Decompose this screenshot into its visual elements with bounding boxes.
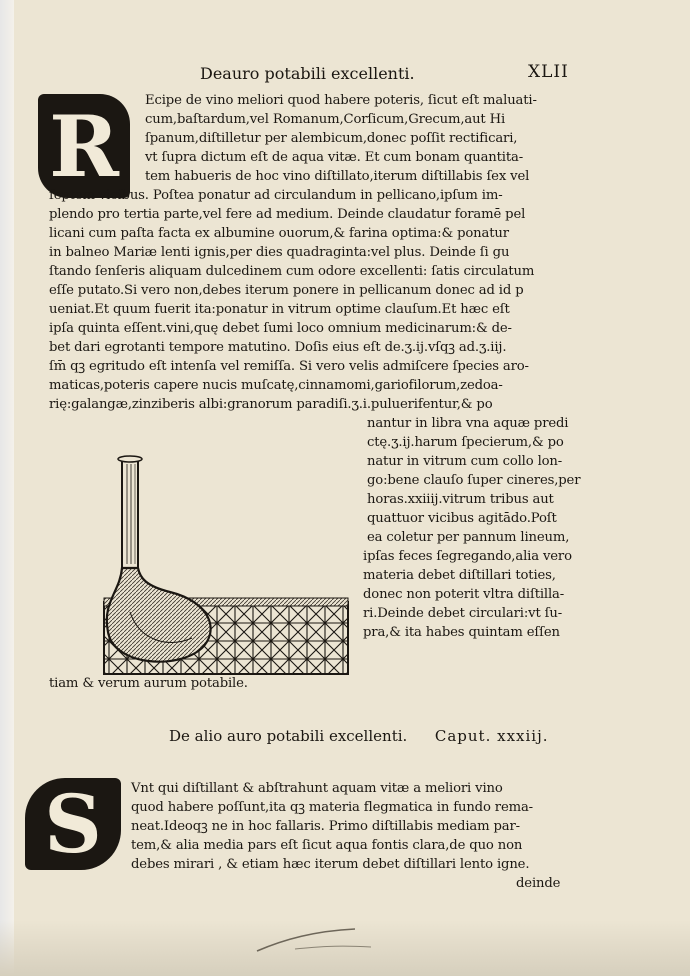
text-line: horas.xxiiij.vitrum tribus aut: [367, 492, 554, 507]
text-line: natur in vitrum cum collo lon-: [367, 454, 563, 469]
text-line: go:bene clauſo ſuper cineres,per: [367, 473, 581, 488]
text-line: ſpanum,diſtilletur per alembicum,donec poſſit rectificari,: [145, 131, 518, 146]
text-line: ſm̄ qꝫ egritudo eſt intenſa vel remiſſa. Si vero velis admiſcere ſpecies aro-: [49, 359, 529, 374]
text-line: neat.Ideoqꝫ ne in hoc fallaris. Primo diſtillabis mediam par-: [131, 819, 520, 834]
text-line: ueniat.Et quum fuerit ita:ponatur in vitrum optime clauſum.Et hæc eſt: [49, 302, 510, 317]
folio-number: XLII: [528, 62, 569, 82]
text-line: vt ſupra dictum eſt de aqua vitæ. Et cum bonam quantita-: [145, 150, 524, 165]
text-line: tem habueris de hoc vino diſtillato,iterum diſtillabis ſex vel: [145, 169, 530, 184]
text-line: bet dari egrotanti tempore matutino. Doſis eius eſt de.ʒ.ij.vſqꝫ ad.ʒ.iij.: [49, 340, 507, 355]
text-line: pra,& ita habes quintam eſſen: [363, 625, 560, 640]
text-line: cum,baſtardum,vel Romanum,Corſicum,Grecum,aut Hi: [145, 112, 506, 127]
pen-stroke-mark: [255, 925, 375, 955]
text-line: quod habere poſſunt,ita qꝫ materia flegmatica in fundo rema-: [131, 800, 533, 815]
text-line: eſſe putato.Si vero non,debes iterum ponere in pellicanum donec ad id p: [49, 283, 524, 298]
text-line: ri.Deinde debet circulari:vt ſu-: [363, 606, 563, 621]
text-line: ſtando ſenſeris aliquam dulcedinem cum odore excellenti: ſatis circulatum: [49, 264, 535, 279]
chapter-heading: [169, 727, 549, 745]
catchword: deinde: [516, 876, 561, 891]
text-line: rię:galangæ,zinziberis albi:granorum paradiſi.ʒ.i.puluerifentur,& po: [49, 397, 493, 412]
text-line: debes mirari , & etiam hæc iterum debet diſtillari lento igne.: [131, 857, 530, 872]
page-edge: [0, 0, 14, 976]
chapter-title: De alio auro potabili excellenti.: [169, 727, 408, 745]
initial-letter: R: [49, 96, 119, 196]
text-line: plendo pro tertia parte,vel fere ad medium. Deinde claudatur foramē pel: [49, 207, 526, 222]
text-line: ipſa quinta eſſent.vini,quę debet ſumi loco omnium medicinarum:& de-: [49, 321, 512, 336]
text-line: nantur in libra vna aquæ predi: [367, 416, 569, 431]
initial-letter: S: [44, 777, 102, 871]
closing-line: tiam & verum aurum potabile.: [49, 676, 248, 691]
text-line: materia debet diſtillari toties,: [363, 568, 556, 583]
text-line: ctę.ʒ.ij.harum ſpecierum,& po: [367, 435, 564, 450]
text-line: donec non poterit vltra diſtilla-: [363, 587, 565, 602]
decorated-initial-s: [25, 778, 121, 870]
chapter-number: Caput. xxxiij.: [434, 727, 549, 745]
text-line: maticas,poteris capere nucis muſcatę,cinnamomi,gariofilorum,zedoa-: [49, 378, 503, 393]
text-line: Vnt qui diſtillant & abſtrahunt aquam vitæ a meliori vino: [131, 781, 503, 796]
decorated-initial-r: [38, 94, 130, 198]
running-title: Deauro potabili excellenti.: [200, 64, 415, 83]
text-line: quattuor vicibus agitādo.Poſt: [367, 511, 557, 526]
text-line: Ecipe de vino meliori quod habere poteris, ſicut eſt maluati-: [145, 93, 537, 108]
text-line: licani cum paſta facta ex albumine ouorum,& farina optima:& ponatur: [49, 226, 509, 241]
text-line: ea coletur per pannum lineum,: [367, 530, 570, 545]
text-line: in balneo Mariæ lenti ignis,per dies quadraginta:vel plus. Deinde ſi gu: [49, 245, 510, 260]
distillation-flask-woodcut: [100, 452, 350, 678]
text-line: tem,& alia media pars eſt ſicut aqua fontis clara,de quo non: [131, 838, 523, 853]
text-line: ipſas feces ſegregando,alia vero: [363, 549, 572, 564]
text-line: ſeptem vicibus. Poſtea ponatur ad circulandum in pellicano,ipſum im-: [49, 188, 503, 203]
